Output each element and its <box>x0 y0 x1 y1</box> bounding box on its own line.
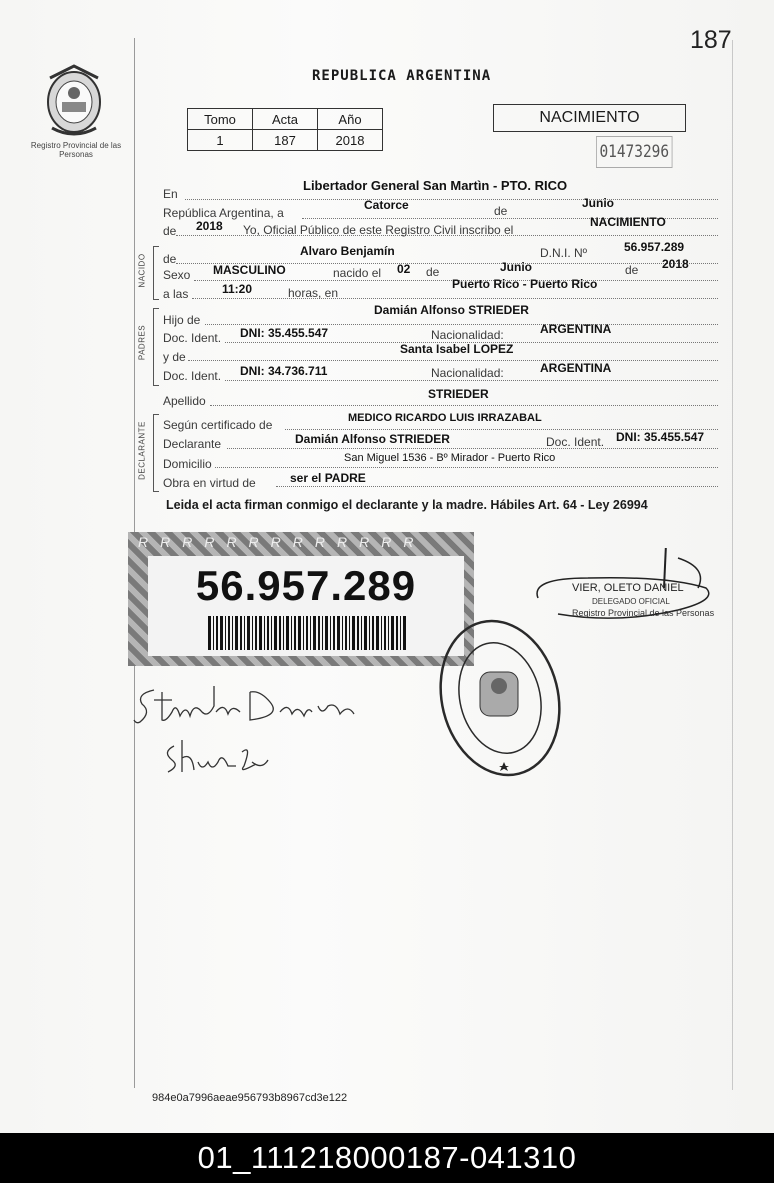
province-emblem-icon <box>42 62 106 138</box>
child-dni: 56.957.289 <box>624 240 685 254</box>
label-sexo: Sexo <box>163 268 191 282</box>
right-margin-line <box>732 40 733 1090</box>
label-de-nombre: de <box>163 252 177 266</box>
label-doc-ident: Doc. Ident. <box>163 331 222 345</box>
father-nationality: ARGENTINA <box>540 322 612 336</box>
dotted-line <box>276 486 718 487</box>
label-apellido: Apellido <box>163 394 206 408</box>
document-title: REPUBLICA ARGENTINA <box>312 68 492 84</box>
dni-sticker <box>128 532 474 666</box>
father-name: Damián Alfonso STRIEDER <box>374 303 529 317</box>
dotted-line <box>215 467 718 468</box>
certificate-doctor: MEDICO RICARDO LUIS IRRAZABAL <box>348 412 542 424</box>
sticker-pattern-band: RRRRRRRRRRRRR <box>138 534 426 550</box>
address-value: San Miguel 1536 - Bº Mirador - Puerto Rico <box>344 452 556 464</box>
label-hijo-de: Hijo de <box>163 313 201 327</box>
mother-name: Santa Isabel LOPEZ <box>400 342 514 356</box>
page-number: 187 <box>690 26 732 54</box>
label-doc-ident-2: Doc. Ident. <box>163 369 222 383</box>
declarant-dni: DNI: 35.455.547 <box>616 430 705 444</box>
dotted-line <box>185 199 718 200</box>
birth-hour: 11:20 <box>222 282 253 296</box>
month-value: Junio <box>582 196 614 210</box>
official-office: Registro Provincial de las Personas <box>572 608 715 618</box>
dotted-line <box>192 298 718 299</box>
label-de-mes: de <box>426 265 440 279</box>
book-header-anio: Año <box>318 109 383 130</box>
book-value-anio: 2018 <box>318 130 383 151</box>
registry-seal-icon <box>436 614 564 782</box>
side-label-declarante: DECLARANTE <box>137 421 147 480</box>
dotted-line <box>210 405 718 406</box>
dotted-line <box>227 448 718 449</box>
father-dni: DNI: 35.455.547 <box>240 326 329 340</box>
book-value-acta: 187 <box>253 130 318 151</box>
dotted-line <box>205 324 718 325</box>
label-y-de: y de <box>163 350 186 364</box>
label-nacido-el: nacido el <box>333 266 382 280</box>
label-declarante: Declarante <box>163 437 222 451</box>
sticker-dni-number: 56.957.289 <box>195 562 417 609</box>
label-dni: D.N.I. Nº <box>540 246 588 260</box>
surname-value: STRIEDER <box>428 387 489 401</box>
official-role: DELEGADO OFICIAL <box>592 597 670 606</box>
book-value-tomo: 1 <box>188 130 253 151</box>
label-horas-en: horas, en <box>288 286 339 300</box>
sexo-value: MASCULINO <box>213 263 286 277</box>
label-nacionalidad: Nacionalidad: <box>431 328 504 342</box>
side-label-nacido: NACIDO <box>137 253 147 288</box>
label-republica: República Argentina, a <box>163 206 284 220</box>
book-header-tomo: Tomo <box>188 109 253 130</box>
label-segun-certificado: Según certificado de <box>163 418 273 432</box>
document-hash: 984e0a7996aeae956793b8967cd3e122 <box>152 1092 348 1104</box>
birth-month: Junio <box>500 260 532 274</box>
inscribe-value: NACIMIENTO <box>590 215 666 229</box>
registry-caption: Registro Provincial de las Personas <box>30 141 122 159</box>
day-word: Catorce <box>364 198 409 212</box>
declarant-signature-icon <box>132 682 372 782</box>
section-bracket <box>153 308 159 386</box>
label-obra-en-virtud: Obra en virtud de <box>163 476 256 490</box>
birth-year: 2018 <box>662 257 689 271</box>
dotted-line <box>225 380 718 381</box>
label-nacionalidad-2: Nacionalidad: <box>431 366 504 380</box>
sticker-panel <box>148 556 464 656</box>
book-reference-table <box>187 108 383 151</box>
mother-dni: DNI: 34.736.711 <box>240 364 328 378</box>
place-value: Libertador General San Martìn - PTO. RICO <box>303 178 568 193</box>
dotted-line <box>188 360 718 361</box>
serial-number: 01473296 <box>596 136 673 168</box>
child-name: Alvaro Benjamín <box>300 244 395 258</box>
capacity-value: ser el PADRE <box>290 471 366 485</box>
barcode-icon <box>208 616 406 650</box>
scan-identifier-bar: 01_111218000187-041310 <box>0 1133 774 1183</box>
birth-day: 02 <box>397 262 411 276</box>
label-en: En <box>163 187 178 201</box>
official-name: VIER, OLETO DANIEL <box>572 582 684 594</box>
birth-place: Puerto Rico - Puerto Rico <box>452 277 598 291</box>
label-de-anio: de <box>625 263 639 277</box>
side-label-padres: PADRES <box>137 324 147 361</box>
mother-nationality: ARGENTINA <box>540 361 612 375</box>
section-bracket <box>153 414 159 492</box>
label-a-las: a las <box>163 287 189 301</box>
year-value: 2018 <box>196 219 223 233</box>
declarant-name: Damián Alfonso STRIEDER <box>295 432 450 446</box>
act-type-box: NACIMIENTO <box>493 104 686 132</box>
label-doc-ident-3: Doc. Ident. <box>546 435 605 449</box>
closing-statement: Leida el acta firman conmigo el declarante y la madre. Hábiles Art. 64 - Ley 26994 <box>166 498 648 512</box>
label-de2: de <box>163 224 177 238</box>
label-domicilio: Domicilio <box>163 457 212 471</box>
book-header-acta: Acta <box>253 109 318 130</box>
label-yo-oficial: Yo, Oficial Público de este Registro Civil inscribo el <box>243 223 514 237</box>
label-de: de <box>494 204 508 218</box>
section-bracket <box>153 246 159 300</box>
